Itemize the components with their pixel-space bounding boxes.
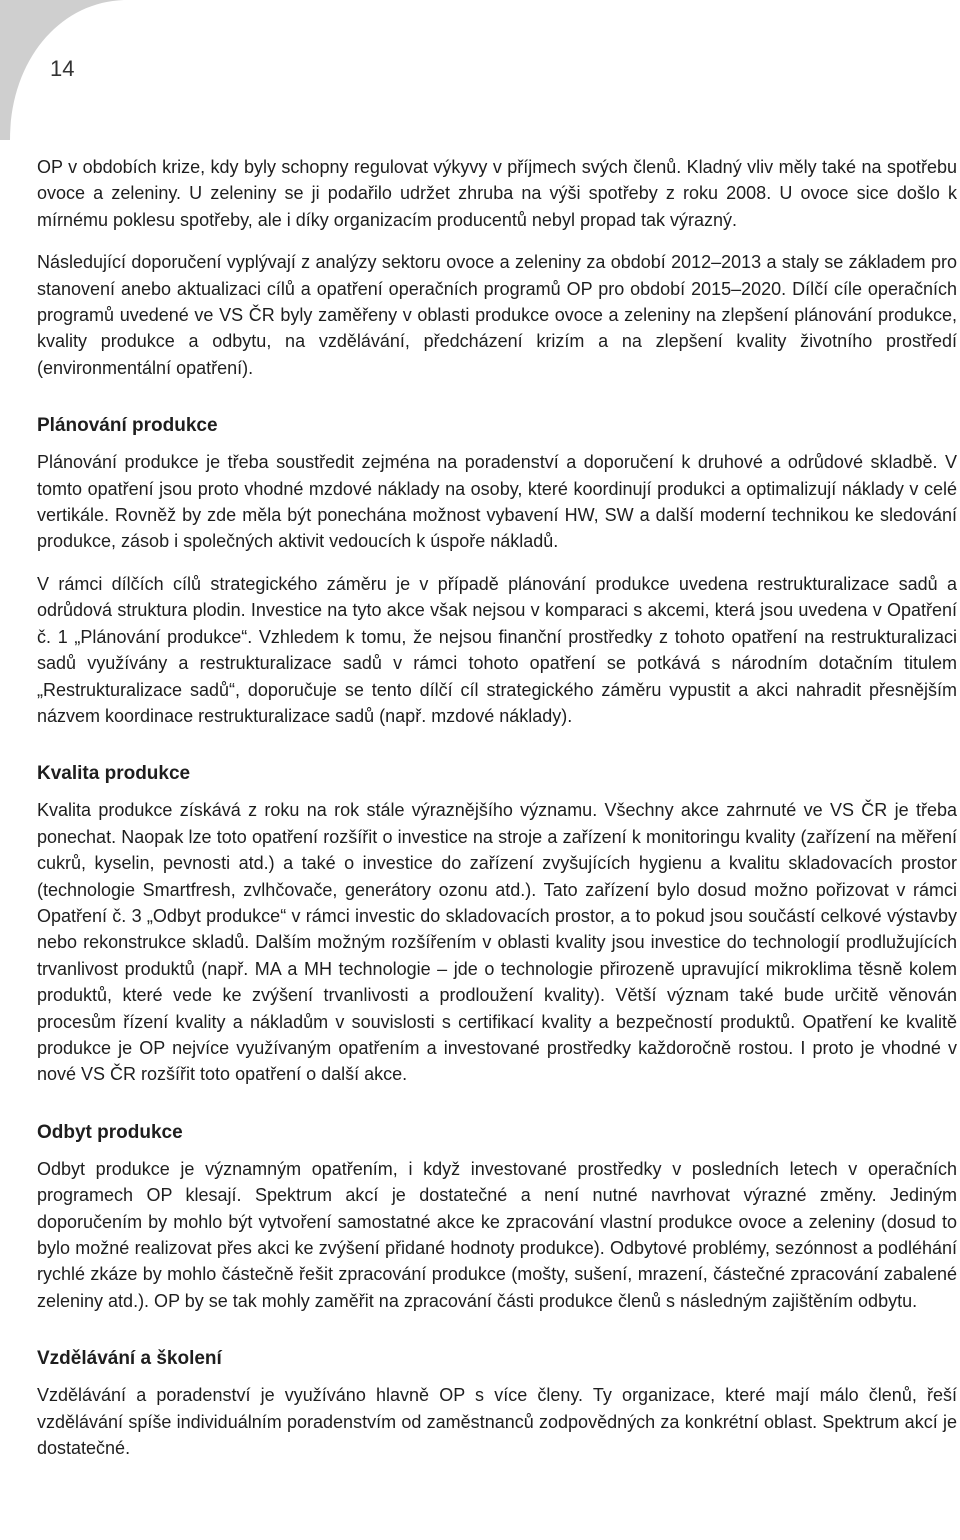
section-heading-odbyt: Odbyt produkce — [37, 1121, 183, 1143]
section-paragraph: Odbyt produkce je významným opatřením, i když investované prostředky v posledních letech v operačních programech OP klesají. Spektrum akcí je dostatečné a není nutné navrhovat výrazné změny. Jediným doporučením by mohlo být vytvoření samostatné akce ke zpracování vlastní produkce ovoce a zeleniny (dosud to bylo možné realizovat přes akci ke zvýšení přidané hodnoty produkce). Odbytové problémy, sezónnost a podléhání rychlé zkáze by mohlo částečně řešit zpracování produkce (mošty, sušení, mrazení, částečné zpracování zabalené zeleniny atd.). OP by se tak mohly zaměřit na zpracování části produkce členů s následným zajištěním odbytu. — [37, 1158, 957, 1311]
page-number: 14 — [50, 56, 75, 81]
section-heading-planovani: Plánování produkce — [37, 415, 218, 437]
section-paragraph: Kvalita produkce získává z roku na rok stále výraznějšího významu. Všechny akce zahrnuté ve VS ČR je třeba ponechat. Naopak lze toto opatření rozšířit o investice na stroje a zařízení k monitoringu kvality (zařízení na měření cukrů, kyselin, pevnosti atd.) a také o investice do zařízení zvyšujících hygienu a kvalitu skladovacích prostor (technologie Smartfresh, zvlhčovače, generátory ozonu atd.). Tato zařízení bylo dosud možno pořizovat v rámci Opatření č. 3 „Odbyt produkce“ v rámci investic do skladovacích prostor, a to pokud jsou součástí celkové výstavby nebo rekonstrukce skladů. Dalším možným rozšířením v oblasti kvality jsou investice do technologií prodlužujících trvanlivost produktů (např. MA a MH technologie – jde o technologie přirozeně upravující mikroklima těsně kolem produktů, které vede ke zvýšení trvanlivosti a prodloužení kvality). Větší význam také bude určitě věnován procesům řízení kvality a nákladům v souvislosti s certifikací kvality a bezpečností produktů. Opatření ke kvalitě produkce je OP nejvíce využívaným opatřením a investované prostředky každoročně rostou. I proto je vhodné v nové VS ČR rozšířit toto opatření o další akce. — [37, 800, 957, 1085]
section-paragraph: Vzdělávání a poradenství je využíváno hlavně OP s více členy. Ty organizace, které mají málo členů, řeší vzdělávání spíše individuálním poradenstvím od zaměstnanců zodpovědných za konkrétní oblast. Spektrum akcí je dostatečné. — [37, 1385, 957, 1459]
section-heading-vzdelavani: Vzdělávání a školení — [37, 1348, 222, 1370]
intro-paragraph: Následující doporučení vyplývají z analýzy sektoru ovoce a zeleniny za období 2012–2013 a staly se základem pro stanovení anebo aktualizaci cílů a opatření operačních programů OP pro období 2015–2020. Dílčí cíle operačních programů uvedené ve VS ČR byly zaměřeny v oblasti produkce ovoce a zeleniny na zlepšení plánování produkce, kvality produkce a odbytu, na vzdělávání, předcházení krizím a na zlepšení kvality životního prostředí (environmentální opatření). — [37, 252, 957, 378]
section-paragraph: V rámci dílčích cílů strategického záměru je v případě plánování produkce uvedena restrukturalizace sadů a odrůdová struktura plodin. Investice na tyto akce však nejsou v komparaci s akcemi, která jsou uvedena v Opatření č. 1 „Plánování produkce“. Vzhledem k tomu, že nejsou finanční prostředky z tohoto opatření na restrukturalizaci sadů využívány a restrukturalizace sadů v rámci tohoto opatření se potkává s národním dotačním titulem „Restrukturalizace sadů“, doporučuje se tento dílčí cíl strategického záměru vypustit a akci nahradit přesnějším názvem koordinace restrukturalizace sadů (např. mzdové náklady). — [37, 573, 957, 726]
intro-paragraph: OP v obdobích krize, kdy byly schopny regulovat výkyvy v příjmech svých členů. Kladný vliv měly také na spotřebu ovoce a zeleniny. U zeleniny se ji podařilo udržet zhruba na výši spotřeby z roku 2008. U ovoce sice došlo k mírnému poklesu spotřeby, ale i díky organizacím producentů nebyl propad tak výrazný. — [37, 157, 957, 230]
page-corner-tab — [0, 0, 124, 140]
section-heading-kvalita: Kvalita produkce — [37, 763, 191, 785]
document-body — [37, 154, 957, 1477]
section-paragraph: Plánování produkce je třeba soustředit zejména na poradenství a doporučení k druhové a odrůdové skladbě. V tomto opatření jsou proto vhodné mzdové náklady na osoby, které koordinují produkci a optimalizují náklady v celé vertikále. Rovněž by zde měla být ponechána možnost vybavení HW, SW a další moderní technikou ke sledování produkce, zásob i společných aktivit vedoucích k úspoře nákladů. — [37, 452, 957, 552]
